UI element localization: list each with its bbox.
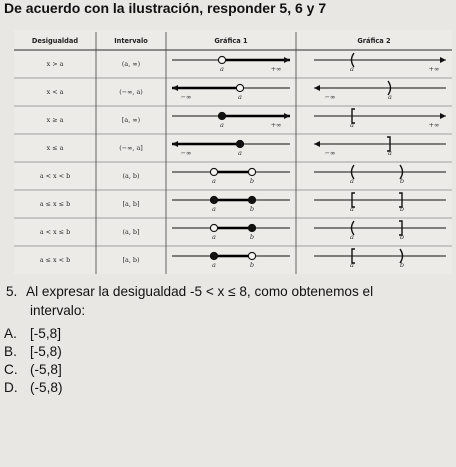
open-point (210, 224, 217, 231)
axis-label: −∞ (180, 93, 192, 101)
arrow-left-icon (172, 85, 178, 91)
option-text: (-5,8] (30, 362, 62, 377)
axis-label: a (350, 65, 354, 73)
column-header: Gráfica 2 (357, 37, 391, 45)
axis-label: a (212, 205, 216, 213)
option-letter: A. (4, 326, 17, 341)
axis-label: b (249, 205, 255, 213)
axis-label: a (350, 121, 354, 129)
inequality-text: x < a (46, 88, 64, 96)
interval-table-drawing (14, 30, 452, 274)
axis-label: a (388, 149, 392, 157)
option-text: (-5,8) (30, 380, 63, 395)
open-point (248, 252, 255, 259)
interval-notation: (a, ∞) (121, 60, 141, 68)
interval-notation: (a, b) (122, 172, 140, 180)
inequality-text: x ≤ a (46, 144, 64, 152)
interval-reference-table (14, 30, 452, 274)
closed-point (248, 224, 255, 231)
inequality-text: x > a (46, 60, 64, 68)
column-header: Desigualdad (31, 37, 79, 45)
inequality-text: a ≤ x ≤ b (39, 200, 71, 208)
instructions-heading: De acuerdo con la ilustración, responder 5, 6 y 7 (4, 0, 327, 16)
arrow-left-icon (314, 85, 320, 91)
axis-label: −∞ (180, 149, 192, 157)
closed-point (248, 196, 255, 203)
axis-label: b (399, 177, 405, 185)
interval-notation: (−∞, a] (119, 144, 143, 152)
interval-notation: (a, b] (122, 228, 140, 236)
interval-notation: [a, b) (122, 256, 140, 264)
interval-notation: [a, b] (122, 200, 140, 208)
open-point (218, 56, 225, 63)
inequality-text: x ≥ a (46, 116, 64, 124)
axis-label: a (220, 65, 224, 73)
inequality-text: a < x < b (39, 172, 71, 180)
closed-point (218, 112, 225, 119)
arrow-left-icon (314, 141, 320, 147)
arrow-right-icon (284, 57, 290, 63)
axis-label: b (249, 177, 255, 185)
axis-label: a (212, 233, 216, 241)
axis-label: a (350, 233, 354, 241)
axis-label: a (350, 205, 354, 213)
axis-label: a (212, 261, 216, 269)
arrow-left-icon (172, 141, 178, 147)
option-text: [-5,8] (30, 326, 61, 341)
closed-point (210, 196, 217, 203)
option-letter: B. (4, 344, 17, 359)
option-text: [-5,8) (30, 344, 62, 359)
arrow-right-icon (440, 57, 446, 63)
arrow-right-icon (284, 113, 290, 119)
axis-label: +∞ (270, 65, 282, 73)
question-text: Al expresar la desigualdad -5 < x ≤ 8, como obtenemos el (26, 284, 374, 299)
open-point (210, 168, 217, 175)
axis-label: −∞ (324, 149, 336, 157)
axis-label: +∞ (428, 65, 440, 73)
option-c[interactable] (4, 362, 62, 380)
axis-label: b (249, 233, 255, 241)
axis-label: a (212, 177, 216, 185)
option-d[interactable] (4, 380, 62, 398)
axis-label: a (238, 93, 242, 101)
open-point (248, 168, 255, 175)
column-header: Gráfica 1 (214, 37, 248, 45)
axis-label: −∞ (324, 93, 336, 101)
closed-point (236, 140, 243, 147)
question-5 (6, 284, 373, 299)
arrow-right-icon (440, 113, 446, 119)
option-letter: C. (4, 362, 18, 377)
option-letter: D. (4, 380, 18, 395)
inequality-text: a ≤ x < b (39, 256, 71, 264)
answer-options (4, 326, 62, 398)
interval-notation: (−∞, a) (119, 88, 143, 96)
interval-notation: [a, ∞) (121, 116, 141, 124)
axis-label: b (399, 233, 405, 241)
inequality-text: a < x ≤ b (39, 228, 71, 236)
axis-label: +∞ (428, 121, 440, 129)
axis-label: a (238, 149, 242, 157)
axis-label: a (350, 177, 354, 185)
axis-label: b (399, 261, 405, 269)
question-text-continuation: intervalo: (30, 303, 86, 318)
option-a[interactable] (4, 326, 62, 344)
axis-label: a (220, 121, 224, 129)
column-header: Intervalo (114, 37, 148, 45)
question-number: 5. (6, 284, 18, 299)
axis-label: a (388, 93, 392, 101)
axis-label: b (399, 205, 405, 213)
closed-point (210, 252, 217, 259)
axis-label: b (249, 261, 255, 269)
axis-label: a (350, 261, 354, 269)
axis-label: +∞ (270, 121, 282, 129)
option-b[interactable] (4, 344, 62, 362)
open-point (236, 84, 243, 91)
